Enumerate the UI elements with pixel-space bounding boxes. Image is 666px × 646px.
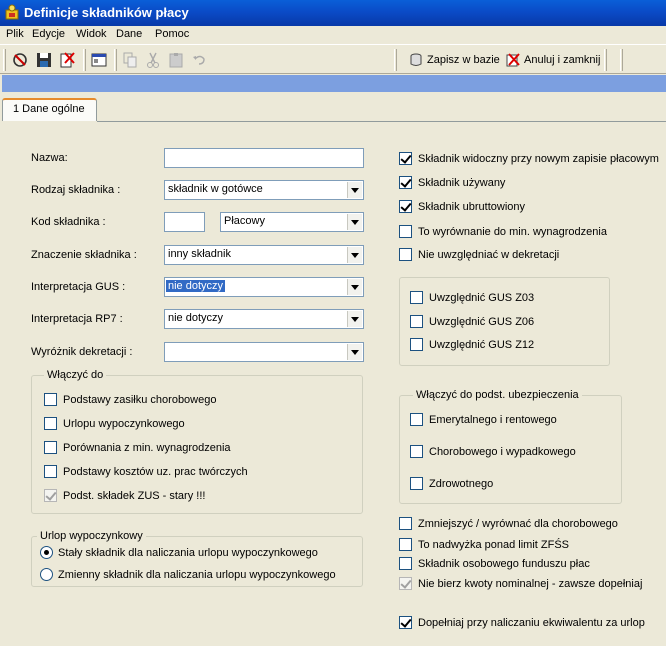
checkbox-label: Dopełniaj przy naliczaniu ekwiwalentu za urlop [418, 616, 645, 629]
title-bar [0, 0, 666, 26]
chevron-down-icon[interactable] [347, 344, 362, 360]
include-urlop-checkbox[interactable] [44, 417, 185, 430]
chevron-down-icon[interactable] [347, 247, 362, 263]
save-to-db-button[interactable] [408, 49, 500, 71]
checkbox-label: Składnik używany [418, 176, 506, 189]
checkbox-box[interactable] [44, 441, 57, 454]
toolbar-separator [394, 49, 397, 71]
checkbox-label: Uwzględnić GUS Z06 [429, 315, 535, 328]
znaczenie-label: Znaczenie składnika : [31, 249, 137, 261]
gus-select[interactable] [164, 277, 364, 297]
checkbox-label: Podst. składek ZUS - stary !!! [63, 489, 206, 502]
paste-button[interactable] [166, 50, 186, 70]
checkbox-box[interactable] [399, 557, 412, 570]
copy-icon [121, 51, 139, 69]
save-button[interactable] [34, 50, 54, 70]
checkbox-label: Nie uwzględniać w dekretacji [418, 248, 560, 261]
checkbox-label: Emerytalnego i rentowego [429, 413, 557, 426]
copy-button[interactable] [120, 50, 140, 70]
vacation-fixed-radio[interactable] [40, 546, 318, 559]
checkbox-box[interactable] [410, 315, 423, 328]
menu-pomoc[interactable]: Pomoc [155, 28, 190, 40]
checkbox-label: Nie bierz kwoty nominalnej - zawsze dopełniaj [418, 577, 643, 590]
tab-strip [0, 92, 666, 122]
rp7-value: nie dotyczy [168, 312, 224, 324]
znaczenie-select[interactable] [164, 245, 364, 265]
chorobowe-checkbox[interactable] [410, 445, 576, 458]
insurance-group-title: Włączyć do podst. ubezpieczenia [413, 389, 582, 401]
save-db-icon [408, 52, 424, 68]
znaczenie-value: inny składnik [168, 248, 231, 260]
radio-circle[interactable] [40, 568, 53, 581]
vacation-variable-radio[interactable] [40, 568, 336, 581]
chevron-down-icon[interactable] [347, 214, 362, 230]
gus-value: nie dotyczy [168, 280, 224, 292]
undo-icon [190, 51, 208, 69]
kod-type-select[interactable] [220, 212, 364, 232]
include-zasilek-checkbox[interactable] [44, 393, 216, 406]
cancel-close-label: Anuluj i zamknij [524, 54, 601, 66]
zfss-checkbox[interactable] [399, 538, 569, 551]
checkbox-box[interactable] [410, 413, 423, 426]
header-band [2, 75, 666, 92]
checkbox-label: Zmniejszyć / wyrównać dla chorobowego [418, 517, 618, 530]
wyroznik-label: Wyróżnik dekretacji : [31, 346, 133, 358]
checkbox-label: Urlopu wypoczynkowego [63, 417, 185, 430]
chevron-down-icon[interactable] [347, 279, 362, 295]
checkbox-box[interactable] [410, 445, 423, 458]
checkbox-label: Uwzględnić GUS Z12 [429, 338, 535, 351]
uzywany-checkbox[interactable] [399, 176, 505, 189]
checkbox-label: To nadwyżka ponad limit ZFŚS [418, 538, 570, 551]
include-koszty-checkbox[interactable] [44, 465, 248, 478]
checkbox-box[interactable] [399, 152, 412, 165]
properties-button[interactable] [89, 50, 109, 70]
include-porownanie-checkbox[interactable] [44, 441, 231, 454]
gus-z12-checkbox[interactable] [410, 338, 534, 351]
radio-label: Stały składnik dla naliczania urlopu wypoczynkowego [58, 546, 318, 559]
checkbox-box[interactable] [410, 338, 423, 351]
window-title: Definicje składników płacy [24, 5, 189, 20]
toolbar-separator [620, 49, 623, 71]
rp7-select[interactable] [164, 309, 364, 329]
checkbox-box[interactable] [44, 393, 57, 406]
radio-label: Zmienny składnik dla naliczania urlopu wypoczynkowego [58, 568, 336, 581]
vacation-group-title: Urlop wypoczynkowy [37, 530, 146, 542]
gus-label: Interpretacja GUS : [31, 281, 126, 293]
menu-plik[interactable]: Plik [6, 28, 24, 40]
menu-bar [0, 26, 666, 44]
ekwiwalent-checkbox[interactable] [399, 616, 645, 629]
menu-dane[interactable]: Dane [116, 28, 143, 40]
undo-button[interactable] [189, 50, 209, 70]
refresh-icon [11, 51, 29, 69]
app-icon [4, 4, 20, 20]
checkbox-label: Składnik widoczny przy nowym zapisie płacowym [418, 152, 659, 165]
scissors-icon [144, 51, 162, 69]
checkbox-box[interactable] [44, 489, 57, 502]
toolbar-grip [3, 49, 6, 71]
emerytalne-checkbox[interactable] [410, 413, 557, 426]
checkbox-box[interactable] [399, 248, 412, 261]
checkbox-label: To wyrównanie do min. wynagrodzenia [418, 225, 607, 238]
zmniejszyc-checkbox[interactable] [399, 517, 618, 530]
tab-label: 1 Dane ogólne [13, 103, 85, 115]
checkbox-label: Uwzględnić GUS Z03 [429, 291, 535, 304]
nominalna-checkbox[interactable] [399, 577, 642, 590]
radio-circle[interactable] [40, 546, 53, 559]
checkbox-box[interactable] [410, 477, 423, 490]
toolbar [0, 44, 666, 74]
kod-label: Kod składnika : [31, 216, 106, 228]
rodzaj-label: Rodzaj składnika : [31, 184, 121, 196]
chevron-down-icon[interactable] [347, 311, 362, 327]
checkbox-label: Porównania z min. wynagrodzenia [63, 441, 231, 454]
cancel-icon [505, 52, 521, 68]
checkbox-label: Składnik osobowego funduszu płac [418, 557, 590, 570]
tab-dane-ogolne[interactable] [2, 98, 97, 121]
checkbox-box[interactable] [410, 291, 423, 304]
floppy-icon [35, 51, 53, 69]
checkbox-box[interactable] [399, 176, 412, 189]
include-zus-checkbox[interactable] [44, 489, 205, 502]
delete-record-icon [58, 51, 76, 69]
refresh-button[interactable] [10, 50, 30, 70]
toolbar-separator [83, 49, 86, 71]
zdrowotne-checkbox[interactable] [410, 477, 493, 490]
include-group-title: Włączyć do [44, 369, 106, 381]
delete-button[interactable] [57, 50, 77, 70]
checkbox-box[interactable] [399, 200, 412, 213]
properties-icon [90, 51, 108, 69]
wyrownanie-checkbox[interactable] [399, 225, 607, 238]
checkbox-box[interactable] [399, 577, 412, 590]
nazwa-input[interactable] [164, 148, 364, 168]
checkbox-box[interactable] [44, 465, 57, 478]
widoczny-checkbox[interactable] [399, 152, 659, 165]
checkbox-box[interactable] [399, 538, 412, 551]
menu-edycje[interactable]: Edycje [32, 28, 66, 40]
checkbox-label: Podstawy kosztów uz. prac twórczych [63, 465, 248, 478]
save-to-db-label: Zapisz w bazie [427, 54, 500, 66]
checkbox-box[interactable] [399, 517, 412, 530]
gus-z03-checkbox[interactable] [410, 291, 534, 304]
cut-button[interactable] [143, 50, 163, 70]
tab-divider [97, 121, 666, 122]
kod-input[interactable] [164, 212, 205, 232]
ubruttowiony-checkbox[interactable] [399, 200, 525, 213]
checkbox-label: Chorobowego i wypadkowego [429, 445, 576, 458]
gus-z06-checkbox[interactable] [410, 315, 534, 328]
checkbox-box[interactable] [44, 417, 57, 430]
kod-type-value: Płacowy [224, 215, 265, 227]
rodzaj-select[interactable] [164, 180, 364, 200]
checkbox-box[interactable] [399, 616, 412, 629]
rp7-label: Interpretacja RP7 : [31, 313, 123, 325]
fundusz-checkbox[interactable] [399, 557, 590, 570]
dekretacja-checkbox[interactable] [399, 248, 559, 261]
cancel-close-button[interactable] [505, 49, 600, 71]
chevron-down-icon[interactable] [347, 182, 362, 198]
toolbar-separator [114, 49, 117, 71]
paste-icon [167, 51, 185, 69]
checkbox-box[interactable] [399, 225, 412, 238]
nazwa-label: Nazwa: [31, 152, 68, 164]
wyroznik-select[interactable] [164, 342, 364, 362]
toolbar-separator [604, 49, 607, 71]
menu-widok[interactable]: Widok [76, 28, 107, 40]
checkbox-label: Składnik ubruttowiony [418, 200, 526, 213]
checkbox-label: Zdrowotnego [429, 477, 494, 490]
checkbox-label: Podstawy zasiłku chorobowego [63, 393, 217, 406]
rodzaj-value: składnik w gotówce [168, 183, 263, 195]
